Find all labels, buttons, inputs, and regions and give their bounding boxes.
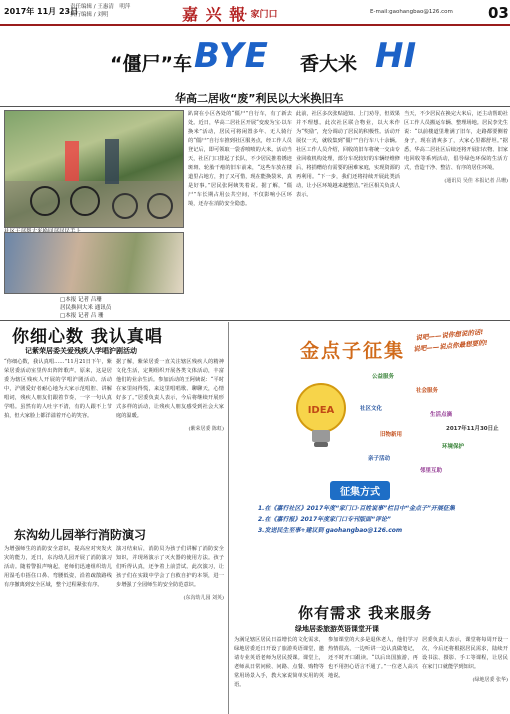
ad-deadline: 2017年11月30日止 (446, 426, 499, 432)
caption-line: □本报 记者 吕珊 (60, 297, 102, 303)
article2-byline: (紫荣居委 陈虹) (188, 426, 224, 432)
ad-tag: 邻里互助 (420, 468, 443, 474)
editors-line-2: 执行编辑 / 刘明 (70, 12, 109, 18)
article4-column-1: 为满足辖区居民日益增长的文化需求，绿地居委近日开设了旅游英语课堂，邀请专业英语老师为居民授课。课堂上，老师从日常问候、问路、点餐、购物等常用场景入手，教大家说简单实用的英语。 (234, 637, 324, 688)
article4-column-3 (422, 636, 508, 714)
caption-line: 居民换回大米 通讯员 (60, 305, 112, 311)
ad-tag: 旧物新用 (380, 432, 403, 438)
article2-subtitle: 记紫荣居委关爱残疾人学唱沪剧活动 (25, 347, 137, 355)
article3-byline: (东沟幼儿园 刘英) (183, 595, 224, 601)
article3-column-2-text: 演习结束后，消防员为孩子们讲解了消防安全知识，并现场演示了灭火器的使用方法。孩子们听得认真，还争着上前尝试。此次演习，让孩子们在实践中学会了自救自护的本领，进一步增强了全园师生的安全防范意识。 (116, 546, 224, 588)
masthead-logo: 嘉 兴 報 (182, 5, 247, 24)
ad-item: 3.发送民生至事+建议到 gaohangbao@126.com (258, 527, 403, 534)
ad-tag: 公益服务 (372, 374, 395, 380)
ad-tag: 社区文化 (360, 406, 383, 412)
contact-email: E-mail:gaohangbao@126.com (370, 9, 453, 15)
photo-residents (4, 232, 184, 294)
ad-tag: 生活点滴 (430, 412, 453, 418)
article3-column-1: 为增强师生的消防安全意识，提高应对突发火灾的能力，近日，东沟幼儿园开展了消防演习活动。随着警报声响起，老师们迅速组织幼儿用湿毛巾捂住口鼻、弯腰低姿，沿着疏散路线有序撤离到安全区域，整个过程紧张有序。 (4, 546, 112, 588)
article2-column-2-text: 据了解，紫荣居委一直关注辖区残疾人的精神文化生活，定期组织开展各类文体活动，丰富他们的业余生活。参加活动的王阿姨说：“平时在家里闷得慌，来这里唱唱歌、聊聊天，心情好多了。”居委负责人表示，今后将继续开展形式多样的活动，让残疾人朋友感受到社会大家庭的温暖。 (116, 359, 224, 419)
article1-column-1: 趴窝在小区各处的“僵尸”自行车，有了新去处。近日，华高二居社区开展“变废为宝·以车换米”活动，居民可将闲置多年、无人骑行的“僵尸”自行车推到社区服务点，经工作人员登记后，即可领取一袋香喷喷的大米。活动当天，社区门口排起了长队，不少居民推着锈迹斑斑、轮胎干瘪的旧车前来，“这些车放在楼道里占地方，扔了又可惜，现在能换袋米，真是好事。”居民张阿姨笑着说。据了解，“僵尸”车长期占用公共空间，不仅影响小区环境，还存在消防安全隐患。 (188, 111, 292, 207)
article4-column-3-text: 居委负责人表示，课堂将每周开设一次，今后还将根据居民需求，陆续开设书法、摄影、手工等课程，让居民在家门口就能学到知识。 (422, 637, 508, 670)
photo-scene-illustration (5, 111, 184, 228)
photo-bike-exchange (4, 110, 184, 228)
caption-line: □本报 记者 吕 珊 (60, 313, 104, 319)
article1-column-3 (404, 110, 508, 318)
headline-part-1: “僵尸”车 (110, 53, 192, 75)
article2-column-1: “你细心数，我认真唱……”11月21日下午，紫荣居委活动室里传出阵阵歌声。原来，这是居委为辖区残疾人开展的学唱沪剧活动。活动中，沪剧爱好者耐心地为大家示范唱腔、讲解唱词，残疾人朋友们跟着节奏，一字一句认真学唱。虽然有的人吐字不清，有的人跟不上节拍，但大家脸上都洋溢着开心的笑容。 (4, 359, 112, 419)
ad-title: 金点子征集 (300, 340, 406, 362)
headline-subtitle: 华高二居收“废”利民以大米换旧车 (175, 92, 344, 105)
article4-title: 你有需求 我来服务 (298, 604, 433, 622)
column-divider (228, 322, 229, 714)
ad-banner: 征集方式 (330, 481, 390, 500)
article4-column-2: 参加课堂的大多是退休老人，他们学习热情很高，一边听讲一边认真做笔记，还不时开口跟读。“以后出国旅游，再也不用担心语言不通了。”一位老人高兴地说。 (328, 637, 418, 679)
ad-item: 1.在《嘉行社区》2017年度“家门口·百姓说事”栏目中“金点子”开展征集 (258, 505, 455, 512)
article4-subtitle: 绿地居委旅游英语课堂开课 (295, 625, 379, 633)
article1-byline: (通讯员 吴佳 本报记者 吕珊) (444, 178, 508, 184)
article2-title: 你细心数 我认真唱 (12, 327, 163, 347)
bulb-word: IDEA (307, 405, 335, 416)
article3-title: 东沟幼儿园举行消防演习 (14, 528, 147, 542)
ad-slogan-line: 说吧——说你想说的话! (415, 328, 484, 342)
article3-column-2 (116, 545, 224, 713)
headline-part-2: 香大米 (300, 53, 358, 75)
divider (0, 106, 510, 107)
article2-column-2 (116, 358, 224, 522)
ad-tag: 社会服务 (416, 388, 439, 394)
article1-column-2: 此前，社区多次张贴通知、上门劝导，但效果并不理想。此次社区联合物业，以大米作为“奖励”，充分调动了居民的积极性。活动开展仅一天，就收集到“僵尸”自行车八十余辆。社区工作人员介绍，回收的旧车将统一交由专业回收机构处理，部分车况较好的车辆经维修后，将捐赠给有需要的困难家庭，实现资源的再利用。“下一步，我们还将持续开展此类活动，让小区环境越来越整洁。”社区相关负责人表示。 (296, 111, 400, 198)
ad-slogan-line: 说吧——说点你最想要的! (412, 338, 488, 354)
issue-date: 2017年 11月 23日 (4, 7, 79, 16)
page-number: 03 (488, 4, 509, 22)
section-name: · 家门口 (244, 10, 278, 20)
editors-block (70, 3, 130, 19)
photo2-caption (60, 296, 111, 320)
article1-column-3-text: 当天，不少居民在换完大米后，还主动帮助社区工作人员搬运车辆、整理场地。居民李先生说：“以前楼道里堆满了旧车，走路都要侧着身子，现在清爽多了，大家心里都舒坦。”据悉，华高二居社区后续还将开展旧衣物、旧家电回收等系列活动，倡导绿色环保的生活方式，营造干净、整洁、有序的居住环境。 (404, 111, 508, 171)
ad-item: 2.在《嘉行报》2017年度家门口专刊版面“评论” (258, 516, 391, 523)
ad-tag: 环境保护 (442, 444, 465, 450)
headline-hi: HI (375, 36, 417, 76)
divider (0, 320, 510, 321)
ad-tag: 亲子活动 (368, 456, 391, 462)
ad-items (258, 503, 498, 536)
headline-bye: BYE (194, 36, 269, 76)
editors-line-1: 责任编辑 / 王惠清 明萍 (70, 4, 131, 10)
article4-byline: (绿地居委 张华) (472, 677, 508, 683)
